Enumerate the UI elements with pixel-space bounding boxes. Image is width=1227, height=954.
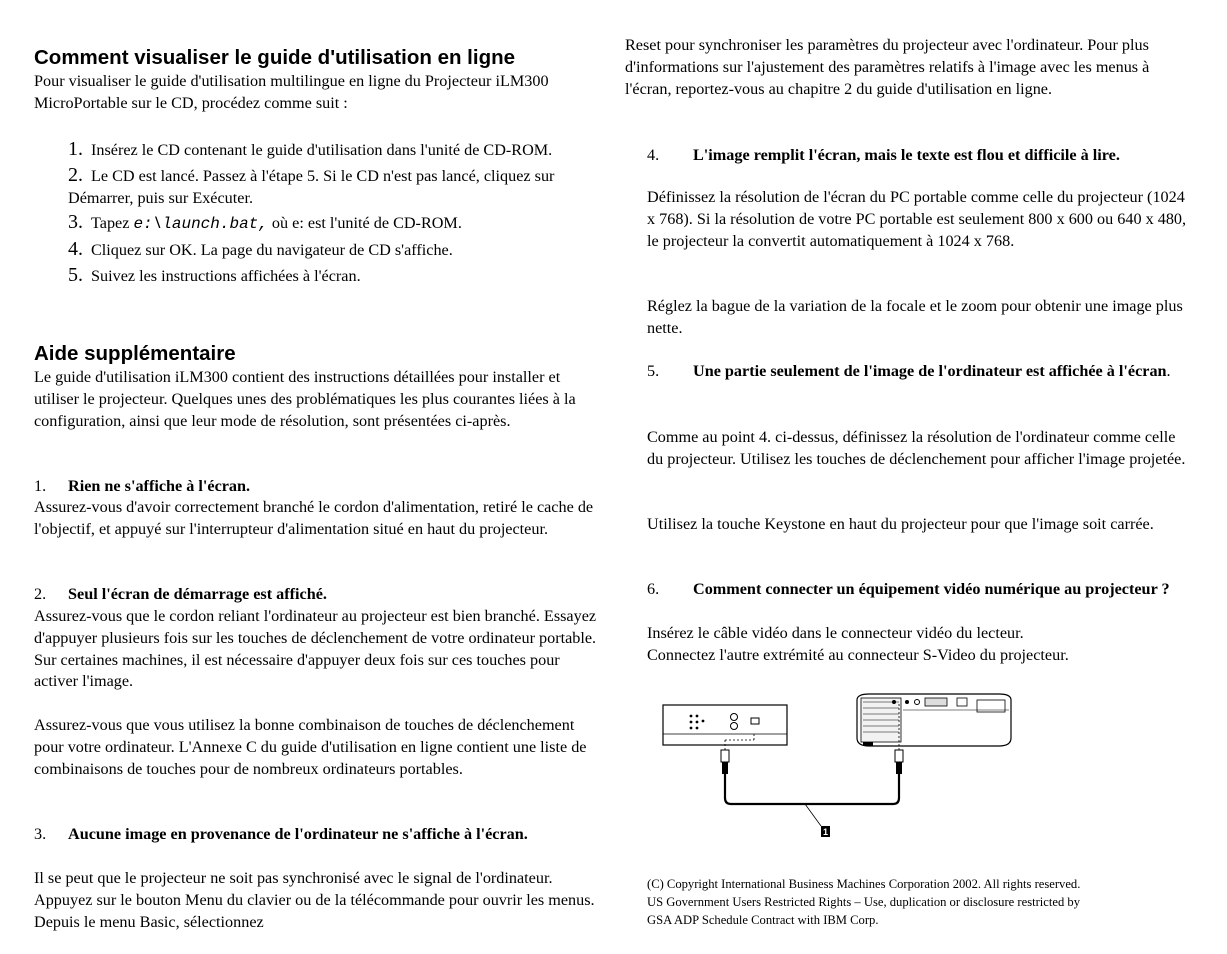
troubleshoot-item-2-text-b: Assurez-vous que vous utilisez la bonne combinaison de touches de déclenchement pour votre ordinateur. L'Annexe C du guide d'utilisation en ligne contient une liste de combinaisons de touches pour de nombreux ordinateurs portables. xyxy=(34,716,587,778)
video-player-illustration xyxy=(663,705,787,745)
video-connection-diagram xyxy=(659,688,1039,848)
step-item xyxy=(68,212,608,236)
heading-online-guide: Comment visualiser le guide d'utilisation en ligne xyxy=(34,46,516,69)
copyright-notice xyxy=(647,875,1207,929)
troubleshoot-item-1-title: 1. Rien ne s'affiche à l'écran. xyxy=(34,477,251,495)
intro-paragraph: Pour visualiser le guide d'utilisation multilingue en ligne du Projecteur iLM300 MicroPortable sur le CD, procédez comme suit : xyxy=(34,72,549,112)
step-item xyxy=(68,239,608,262)
troubleshoot-item-4-title: 4. L'image remplit l'écran, mais le texte est flou et difficile à lire. xyxy=(647,146,1120,164)
step-item xyxy=(68,139,608,162)
troubleshoot-item-5-text-b: Utilisez la touche Keystone en haut du projecteur pour que l'image soit carrée. xyxy=(647,515,1154,533)
callout-number: 1 xyxy=(822,827,829,837)
step-text: Insérez le CD contenant le guide d'utilisation dans l'unité de CD-ROM. xyxy=(91,141,553,159)
step-text: Le CD est lancé. Passez à l'étape 5. Si le CD n'est pas lancé, cliquez sur Démarrer, puis sur Exécuter. xyxy=(68,166,555,207)
step-text: Suivez les instructions affichées à l'écran. xyxy=(91,266,361,285)
troubleshoot-item-5-text-a: Comme au point 4. ci-dessus, définissez la résolution de l'ordinateur comme celle du projecteur. Utilisez les touches de déclenchement pour afficher l'image projetée. xyxy=(647,428,1186,468)
step-number: 3. xyxy=(68,211,83,234)
troubleshoot-item-2-title: 2. Seul l'écran de démarrage est affiché. xyxy=(34,585,327,603)
help-intro: Le guide d'utilisation iLM300 contient des instructions détaillées pour installer et utiliser le projecteur. Quelques unes des problématiques les plus courantes liées à la configuration, ainsi que leur mode de résolution, sont présentées ci-après. xyxy=(34,368,576,430)
troubleshoot-item-6-title: 6. Comment connecter un équipement vidéo numérique au projecteur ? xyxy=(647,580,1170,598)
step-number: 4. xyxy=(68,238,83,261)
troubleshoot-item-2-text-a: Assurez-vous que le cordon reliant l'ordinateur au projecteur est bien branché. Essayez d'appuyer plusieurs fois sur les touches de déclenchement de votre ordinateur portable. Sur certaines machines, il est nécessaire d'appuyer deux fois sur ces touches pour activer l'image. xyxy=(34,607,597,691)
step-text: où e: est l'unité de CD-ROM. xyxy=(271,214,462,233)
troubleshoot-item-4-text-b: Réglez la bague de la variation de la focale et le zoom pour obtenir une image plus nette. xyxy=(647,297,1183,337)
heading-additional-help: Aide supplémentaire xyxy=(34,342,236,365)
callout-badge xyxy=(821,826,830,837)
step-item xyxy=(68,265,608,288)
troubleshoot-item-3-title: 3. Aucune image en provenance de l'ordinateur ne s'affiche à l'écran. xyxy=(34,825,528,843)
troubleshoot-item-6-text-b: Connectez l'autre extrémité au connecteur S-Video du projecteur. xyxy=(647,646,1069,664)
projector-illustration xyxy=(857,694,1011,746)
launch-command: e:\launch.bat, xyxy=(133,215,268,234)
troubleshoot-item-6-text-a: Insérez le câble vidéo dans le connecteur vidéo du lecteur. xyxy=(647,624,1024,642)
copyright-line: GSA ADP Schedule Contract with IBM Corp. xyxy=(647,913,879,927)
step-number: 1. xyxy=(68,138,83,160)
item-3-continuation: Reset pour synchroniser les paramètres du projecteur avec l'ordinateur. Pour plus d'informations sur l'ajustement des paramètres relatifs à l'image avec les menus à l'écran, reportez-vous au chapitre 2 du guide d'utilisation en ligne. xyxy=(625,36,1150,98)
step-text: Cliquez sur OK. La page du navigateur de CD s'affiche. xyxy=(91,241,453,260)
step-item xyxy=(68,165,608,210)
step-number: 5. xyxy=(68,263,83,286)
step-number: 2. xyxy=(68,163,83,186)
copyright-line: US Government Users Restricted Rights – Use, duplication or disclosure restricted by xyxy=(647,895,1081,909)
install-steps xyxy=(34,139,608,291)
troubleshoot-item-1-text: Assurez-vous d'avoir correctement branché le cordon d'alimentation, retiré le cache de l'objectif, et appuyé sur l'interrupteur d'alimentation situé en haut du projecteur. xyxy=(34,498,594,538)
troubleshoot-item-4-text-a: Définissez la résolution de l'écran du PC portable comme celle du projecteur (1024 x 768). Si la résolution de votre PC portable est seulement 800 x 600 ou 640 x 480, le projecteur la convertit automatiquement à 1024 x 768. xyxy=(647,188,1187,250)
step-text: Tapez xyxy=(91,214,130,233)
copyright-line: (C) Copyright International Business Machines Corporation 2002. All rights reserved. xyxy=(647,877,1081,891)
troubleshoot-item-3-text: Il se peut que le projecteur ne soit pas synchronisé avec le signal de l'ordinateur. Appuyez sur le bouton Menu du clavier ou de la télécommande pour ouvrir les menus. Depuis le menu Basic, sélectionnez xyxy=(34,869,595,931)
troubleshoot-item-5-title: 5. Une partie seulement de l'image de l'ordinateur est affichée à l'écran. xyxy=(647,362,1171,380)
